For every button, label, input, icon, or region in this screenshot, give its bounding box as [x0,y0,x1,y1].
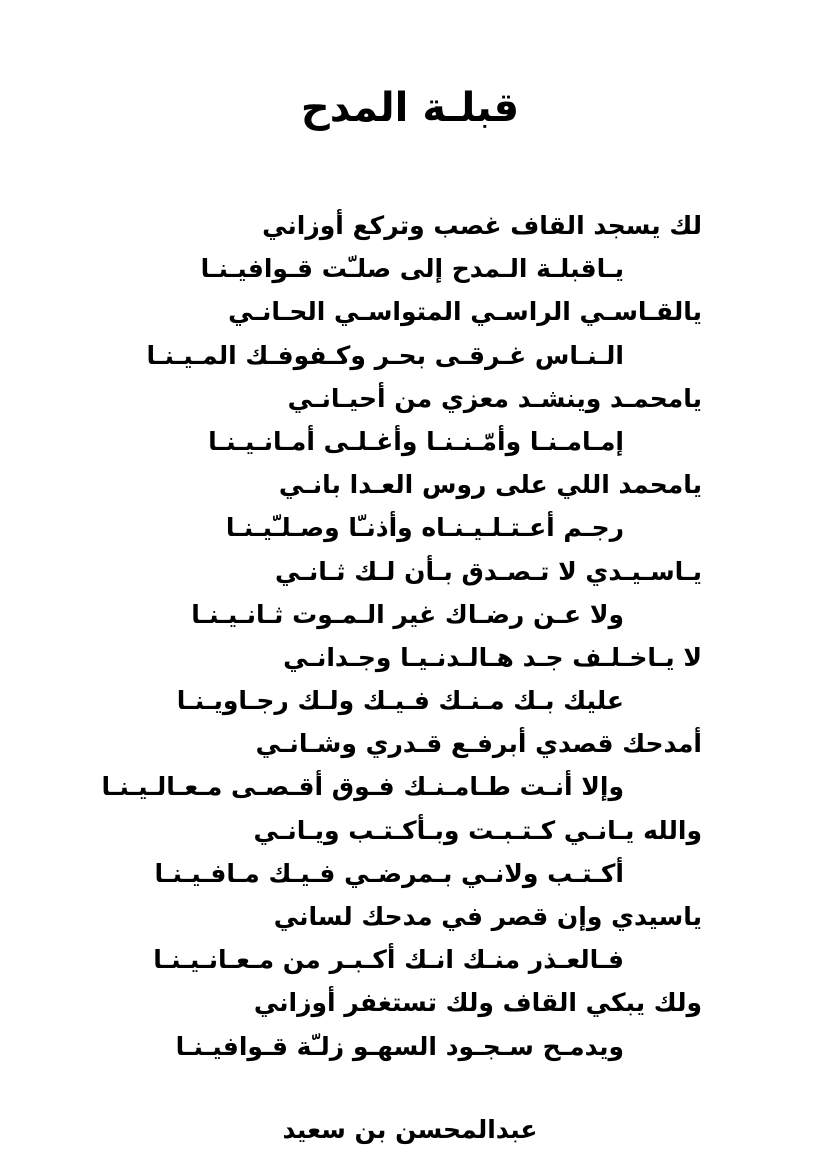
verse-line: أكـتـب ولانـي بـمرضـي فـيـك مـافـيـنـا [154,858,624,888]
verse-line: يالقـاسـي الراسـي المتواسـي الحـانـي [228,297,702,327]
verse-line: أمدحك قصدي أبرفـع قـدري وشـانـي [255,729,702,759]
verse-line: ياسيدي وإن قصر في مدحك لساني [273,902,702,931]
verse-line: والله يـانـي كـتـبـت وبـأكـتـب ويـانـي [253,815,702,845]
verse-line: فـالعـذر منـك انـك أكـبـر من مـعـانـيـنـا [153,945,624,975]
verse-line: وإلا أنـت طـامـنـك فـوق أقـصـى مـعـالـيـنـا [101,772,624,802]
poem-title: قبلـة المدح [300,85,520,131]
verse-line: إمـامـنـا وأمّـنـنـا وأغـلـى أمـانـيـنـا [208,426,624,456]
verse-line: يامحمد اللي على روس العـدا بانـي [278,470,702,500]
verse-line: لك يسجد القاف غصب وتركع أوزاني [262,211,702,240]
verse-line: يامحمـد وينشـد معزي من أحيـانـي [287,383,702,413]
verse-line: ولا عـن رضـاك غير الـمـوت ثـانـيـنـا [191,599,624,629]
verse-line: عليك بـك مـنـك فـيـك ولـك رجـاويـنـا [176,686,624,716]
verse-line: رجـم أعـتـلـيـنـاه وأذنـّا وصـلـّيـنـا [225,513,624,543]
poem-author: عبدالمحسن بن سعيد [282,1115,538,1144]
verse-line: يـاقبلـة الـمدح إلى صلـّت قـوافيـنـا [200,254,624,284]
verse-line: يـاسـيـدي لا تـصـدق بـأن لـك ثـانـي [274,556,702,586]
verse-line: ولك يبكي القاف ولك تستغفر أوزاني [253,988,702,1018]
verse-line: الـنـاس غـرقـى بحـر وكـفوفـك المـيـنـا [146,340,624,370]
poem-verses [101,204,702,1068]
verse-line: ويدمـح سـجـود السهـو زلـّة قـوافيـنـا [175,1031,624,1061]
verse-line: لا يـاخـلـف جـد هـالـدنـيـا وجـدانـي [283,642,702,672]
